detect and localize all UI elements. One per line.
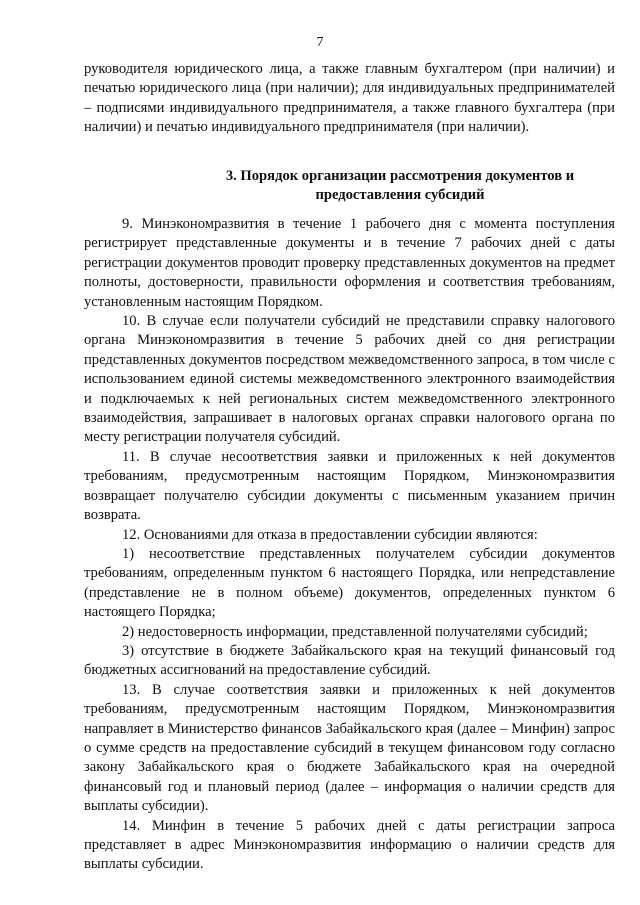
paragraph-10: 10. В случае если получатели субсидий не представили справку налогового органа Минэкономразвития в течение 5 рабочих дней со дня регистрации представленных документов посредством межведомственного запроса, в том числе с использованием единой системы межведомственного электронного взаимодействия и подключаемых к ней региональных систем межведомственного электронного взаимодействия, запрашивает в налоговых органах справки налогового органа по месту регистрации получателя субсидий. <box>84 313 615 446</box>
continuation-paragraph: руководителя юридического лица, а также главным бухгалтером (при наличии) и печатью юридического лица (при наличии); для индивидуальных предпринимателей – подписями индивидуального предпринимателя, а также главного бухгалтера (при наличии) и печатью индивидуального предпринимателя (при наличии). <box>84 61 615 136</box>
paragraph-12: 12. Основаниями для отказа в предоставлении субсидии являются: <box>122 526 538 543</box>
paragraph-12-item-2: 2) недостоверность информации, представленной получателями субсидий; <box>122 623 588 640</box>
page-number: 7 <box>316 35 324 50</box>
paragraph-14: 14. Минфин в течение 5 рабочих дней с даты регистрации запроса представляет в адрес Минэкономразвития информацию о наличии средств для выплаты субсидии. <box>84 817 615 873</box>
paragraph-12-item-3: 3) отсутствие в бюджете Забайкальского края на текущий финансовый год бюджетных ассигнований на предоставление субсидий. <box>84 642 615 679</box>
section-heading: 3. Порядок организации рассмотрения документов и предоставления субсидий <box>225 168 575 204</box>
section-body <box>84 215 615 875</box>
paragraph-13: 13. В случае соответствия заявки и приложенных к ней документов требованиям, предусмотренным настоящим Порядком, Минэкономразвития направляет в Министерство финансов Забайкальского края (далее – Минфин) запрос о сумме средств на предоставление субсидий в текущем финансовом году согласно закону Забайкальского края о бюджете Забайкальского края на очередной финансовый год и плановый период (далее – информация о наличии средств для выплаты субсидии). <box>84 681 615 815</box>
paragraph-11: 11. В случае несоответствия заявки и приложенных к ней документов требованиям, предусмотренным настоящим Порядком, Минэкономразвития возвращает получателю субсидии документы с письменным указанием причин возврата. <box>84 448 615 524</box>
paragraph-12-item-1: 1) несоответствие представленных получателем субсидии документов требованиям, определенным пунктом 6 настоящего Порядка, или непредставление (представление не в полном объеме) документов, определенных пунктом 6 настоящего Порядка; <box>84 545 615 621</box>
continuation-text <box>84 60 615 138</box>
paragraph-9: 9. Минэкономразвития в течение 1 рабочего дня с момента поступления регистрирует представленные документы и в течение 7 рабочих дней с даты регистрации документов проводит проверку представленных документов на предмет полноты, достоверности, правильности оформления и соответствия требованиям, установленным настоящим Порядком. <box>84 216 615 310</box>
